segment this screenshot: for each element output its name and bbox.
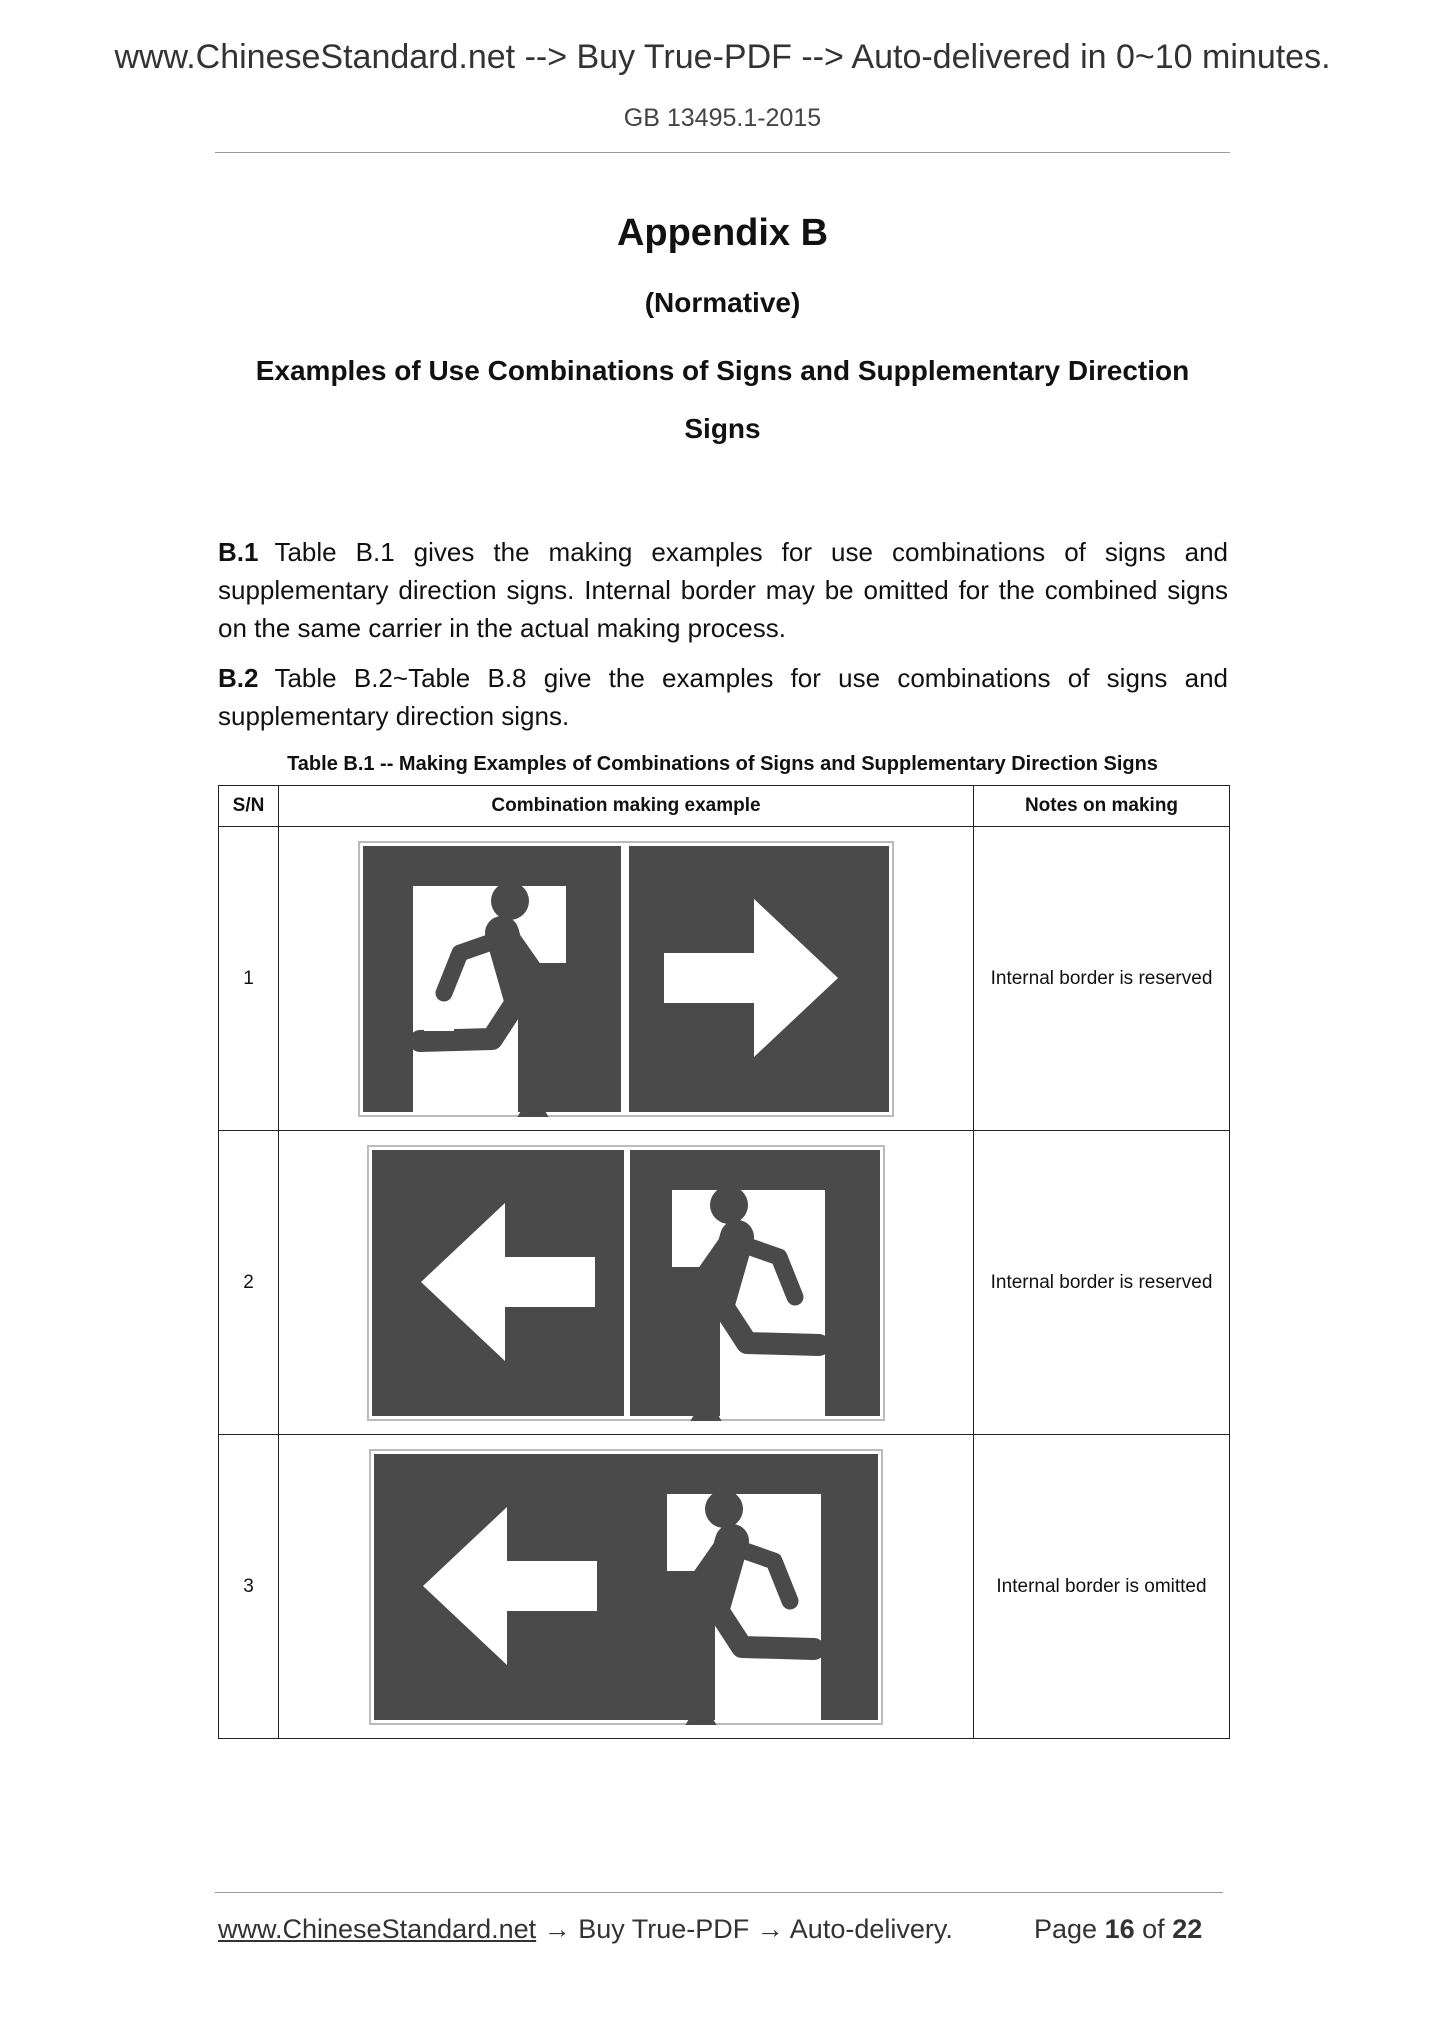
footer-buy-text: Buy True-PDF (578, 1914, 750, 1944)
row-sn: 1 (219, 827, 279, 1131)
paragraph-label: B.2 (218, 663, 259, 693)
row-sign-cell (279, 827, 974, 1131)
row-sign-cell (279, 1435, 974, 1739)
footer-links (218, 1914, 953, 1945)
header-divider (215, 152, 1230, 153)
row-sn: 3 (219, 1435, 279, 1739)
row-note: Internal border is omitted (974, 1435, 1230, 1739)
footer-divider (215, 1892, 1223, 1893)
paragraph-b1 (218, 533, 1228, 647)
row-note: Internal border is reserved (974, 827, 1230, 1131)
standard-code: GB 13495.1-2015 (623, 104, 822, 132)
footer-delivery-text: Auto-delivery. (789, 1914, 953, 1944)
page-current: 16 (1104, 1914, 1135, 1944)
row-sign-cell (279, 1131, 974, 1435)
table-header-row (219, 786, 1230, 827)
footer-arrow-icon: → (756, 1914, 784, 1944)
paragraph-text: Table B.1 gives the making examples for use combinations of signs and supplementary direction signs. Internal border may be omitted for the combined signs on the same carrier in the actual making process. (218, 537, 1228, 643)
table-row (219, 1435, 1230, 1739)
paragraph-label: B.1 (218, 537, 259, 567)
appendix-subtitle: (Normative) (644, 287, 801, 318)
table-row (219, 827, 1230, 1131)
header-example: Combination making example (279, 786, 974, 827)
footer-site-link[interactable]: www.ChineseStandard.net (218, 1914, 537, 1944)
exit-right-arrow-sign (358, 841, 894, 1117)
paragraph-text: Table B.2~Table B.8 give the examples for use combinations of signs and supplementary direction signs. (218, 663, 1228, 731)
of-label: of (1142, 1914, 1165, 1944)
table-caption: Table B.1 -- Making Examples of Combinations of Signs and Supplementary Direction Signs (287, 753, 1158, 775)
page-number (1034, 1914, 1202, 1945)
left-arrow-exit-sign-no-border (369, 1449, 883, 1725)
appendix-title: Appendix B (616, 212, 829, 254)
appendix-heading: Examples of Use Combinations of Signs and Supplementary Direction Signs (255, 355, 1190, 444)
header-sn: S/N (219, 786, 279, 827)
header-notes: Notes on making (974, 786, 1230, 827)
page-label: Page (1034, 1914, 1098, 1944)
left-arrow-exit-sign (367, 1145, 885, 1421)
row-sn: 2 (219, 1131, 279, 1435)
top-banner: www.ChineseStandard.net --> Buy True-PDF --> Auto-delivered in 0~10 minutes. (114, 38, 1331, 76)
page-total: 22 (1172, 1914, 1203, 1944)
footer-arrow-icon: → (543, 1914, 571, 1944)
combinations-table (218, 785, 1230, 1739)
row-note: Internal border is reserved (974, 1131, 1230, 1435)
paragraph-b2 (218, 659, 1228, 735)
table-row (219, 1131, 1230, 1435)
